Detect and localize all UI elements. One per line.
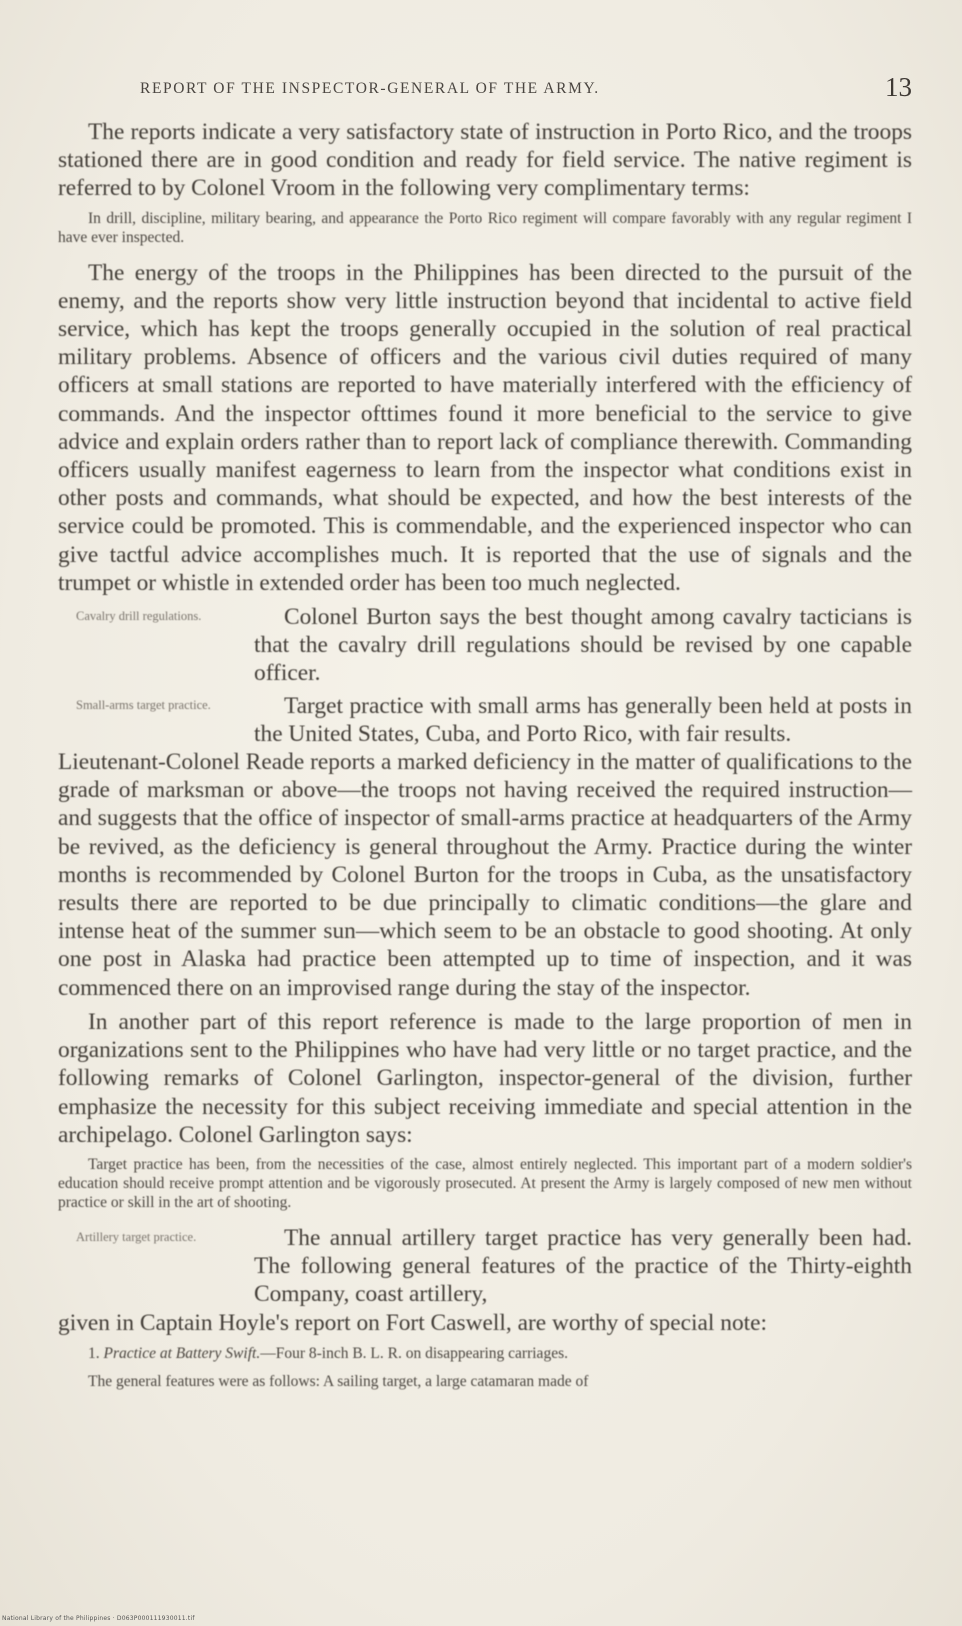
paragraph-philippines: The energy of the troops in the Philippines has been directed to the pursuit of the enemy, and the reports show very little instruction beyond that incidental to active field service, which has kept the troops generally occupied in the solution of real practical military problems. Absence of officers and the various civil duties required of many officers at small stations are reported to have materially interfered with the efficiency of commands. And the inspector ofttimes found it more beneficial to the service to give advice and explain orders rather than to report lack of compliance therewith. Commanding officers usually manifest eagerness to learn from the inspector what conditions exist in other posts and commands, what should be expected, and how the best interests of the service could be promoted. This is commendable, and the experienced inspector who can give tactful advice accomplishes much. It is reported that the use of signals and the trumpet or whistle in extended order has been too much neglected.: [58, 259, 912, 596]
quote-vroom: In drill, discipline, military bearing, and appearance the Porto Rico regiment will compare favorably with any regular regiment I have ever inspected.: [58, 209, 912, 246]
page-body: [58, 118, 912, 1393]
margin-note-small-arms: Small-arms target practice.: [76, 697, 211, 712]
paragraph-artillery-intro: The annual artillery target practice has very generally been had. The following general features of the practice of the Thirty-eighth Company, coast artillery,: [254, 1224, 912, 1308]
margin-note-cavalry: Cavalry drill regulations.: [76, 609, 202, 624]
section-artillery: [58, 1224, 912, 1309]
margin-note-artillery: Artillery target practice.: [76, 1229, 197, 1244]
paragraph-cavalry: Colonel Burton says the best thought among cavalry tacticians is that the cavalry drill regulations should be revised by one capable officer.: [254, 604, 912, 687]
page-header: [140, 72, 912, 106]
paragraph-artillery: given in Captain Hoyle's report on Fort Caswell, are worthy of special note:: [58, 1309, 768, 1336]
section-cavalry: [58, 603, 912, 688]
list-item-continued: The general features were as follows: A sailing target, a large catamaran made of: [88, 1372, 589, 1390]
section-small-arms: [58, 692, 912, 748]
scan-footer: National Library of the Philippines · D063P000111930011.tif: [2, 1615, 195, 1622]
list-item: [58, 1343, 912, 1365]
item-title: Practice at Battery Swift.: [103, 1344, 261, 1362]
paragraph-small-arms: Lieutenant-Colonel Reade reports a marked deficiency in the matter of qualifications to the grade of marksman or above—the troops not having received the required instruction—and suggests that the office of inspector of small-arms practice at headquarters of the Army be revived, as the deficiency is general throughout the Army. Practice during the winter months is recommended by Colonel Burton for the troops in Cuba, as the unsatisfactory results there are reported to be due principally to climatic conditions—the glare and intense heat of the summer sun—which seem to be an obstacle to good shooting. At only one post in Alaska had practice been attempted up to time of inspection, and it was commenced there on an improvised range during the stay of the inspector.: [58, 749, 912, 1001]
item-text: —Four 8-inch B. L. R. on disappearing carriages.: [260, 1344, 568, 1362]
page-number: 13: [885, 72, 912, 102]
paragraph-garlington: In another part of this report reference is made to the large proportion of men in organizations sent to the Philippines who have had very little or no target practice, and the following remarks of Colonel Garlington, inspector-general of the division, further emphasize the necessity for this subject receiving immediate and special attention in the archipelago. Colonel Garlington says:: [58, 1008, 912, 1148]
running-head: REPORT OF THE INSPECTOR-GENERAL OF THE ARMY.: [140, 80, 600, 97]
paragraph-porto-rico: The reports indicate a very satisfactory state of instruction in Porto Rico, and the troops stationed there are in good condition and ready for field service. The native regiment is referred to by Colonel Vroom in the following very complimentary terms:: [58, 119, 912, 202]
quote-garlington: Target practice has been, from the necessities of the case, almost entirely neglected. This important part of a modern soldier's education should receive prompt attention and be vigorously prosecuted. At present the Army is largely composed of new men without practice or skill in the art of shooting.: [58, 1155, 912, 1211]
paragraph-small-arms-intro: Target practice with small arms has generally been held at posts in the United States, Cuba, and Porto Rico, with fair results.: [254, 692, 912, 747]
item-number: 1.: [88, 1344, 100, 1362]
